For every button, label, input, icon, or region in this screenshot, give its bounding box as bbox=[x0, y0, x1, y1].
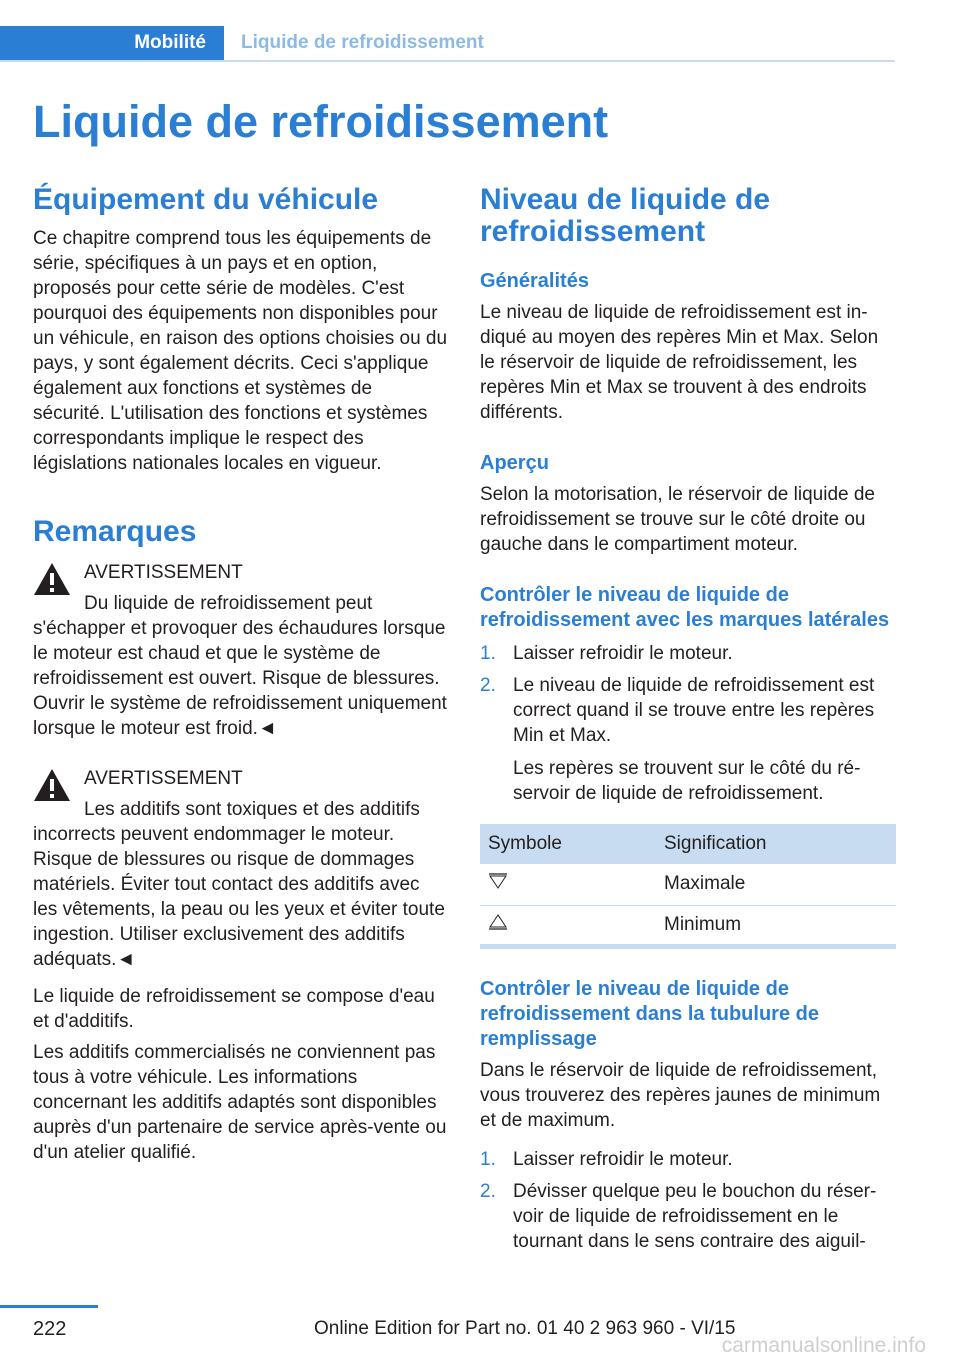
table-header-symbol: Symbole bbox=[480, 824, 656, 864]
general-text: Le niveau de liquide de refroidissement est indiqué au moyen des repères Min et Max. Selon le réservoir de liquide de refroidissement, les repères Min et Max se trouvent à des endroits différents. bbox=[480, 302, 879, 423]
warning-2-title: AVERTISSEMENT bbox=[84, 768, 243, 789]
overview-heading: Aperçu bbox=[480, 452, 549, 474]
table-cell-symbol bbox=[480, 905, 656, 946]
step-subtext: Les repères se trouvent sur le côté du réservoir de liquide de refroidissement. bbox=[513, 758, 861, 804]
check-filler-steps bbox=[480, 1147, 896, 1254]
table-header-meaning: Signification bbox=[656, 824, 896, 864]
warning-1-title: AVERTISSEMENT bbox=[84, 562, 243, 583]
overview-text: Selon la motorisation, le réservoir de liquide de refroidissement se trouve sur le côté droite ou gauche dans le compartiment moteur. bbox=[480, 484, 875, 555]
min-mark-icon bbox=[488, 914, 508, 930]
table-cell-meaning: Minimum bbox=[656, 905, 896, 946]
left-column bbox=[33, 184, 448, 1165]
table-row bbox=[480, 905, 896, 946]
list-item bbox=[480, 1179, 896, 1254]
warning-block-1 bbox=[33, 560, 448, 741]
coolant-level-heading: Niveau de liquide de refroidissement bbox=[480, 183, 771, 248]
running-header bbox=[0, 26, 895, 62]
chapter-tab: Mobilité bbox=[0, 26, 224, 60]
table-cell-meaning: Maximale bbox=[656, 864, 896, 905]
footer-rule bbox=[0, 1305, 98, 1308]
warning-block-2 bbox=[33, 766, 448, 972]
page-number: 222 bbox=[33, 1318, 67, 1340]
warning-triangle-icon bbox=[33, 768, 71, 802]
equipment-heading: Équipement du véhicule bbox=[33, 183, 379, 216]
edition-text: Online Edition for Part no. 01 40 2 963 960 - VI/15 bbox=[314, 1318, 736, 1339]
step-number: 1. bbox=[480, 643, 496, 664]
table-header-row bbox=[480, 824, 896, 864]
remarks-heading: Remarques bbox=[33, 515, 197, 548]
step-text: Le niveau de liquide de refroidissement est correct quand il se trouve entre les repères Min et Max. bbox=[513, 675, 875, 746]
list-item bbox=[480, 641, 896, 666]
step-number: 2. bbox=[480, 1180, 496, 1202]
warning-1-text: Du liquide de refroidissement peut s'échapper et provoquer des échaudures lorsque le moteur est chaud et que le système de refroidissement est ouvert. Risque de blessures. Ouvrir le système de refroidissement uniquement lorsque le moteur est froid.◄ bbox=[33, 593, 447, 739]
max-mark-icon bbox=[488, 873, 508, 889]
warning-triangle-icon bbox=[33, 562, 71, 596]
step-text: Laisser refroidir le moteur. bbox=[513, 1148, 733, 1170]
right-column bbox=[480, 184, 896, 1254]
section-tab: Liquide de refroidissement bbox=[241, 32, 484, 53]
check-lateral-heading: Contrôler le niveau de liquide de refroidissement avec les marques latérales bbox=[480, 584, 890, 631]
step-number: 2. bbox=[480, 675, 496, 696]
equipment-text: Ce chapitre comprend tous les équipements de série, spécifiques à un pays et en option, proposés pour cette série de modèles. C'est pourquoi des équipements non disponibles pour un véhicule, en raison des options choisies ou du pays, y sont également décrits. Ceci s'applique également aux fonctions et systèmes de sécurité. L'utilisation des fonctions et systèmes correspondants implique le respect des législations nationales locales en vigueur. bbox=[33, 228, 448, 474]
composition-text: Le liquide de refroidissement se compose d'eau et d'additifs. bbox=[33, 986, 435, 1032]
symbol-table bbox=[480, 824, 896, 949]
additives-text: Les additifs commercialisés ne conviennent pas tous à votre véhicule. Les informations concernant les additifs adaptés sont disponibles auprès d'un partenaire de service après-vente ou d'un atelier qualifié. bbox=[33, 1042, 447, 1163]
warning-2-text: Les additifs sont toxiques et des additifs incorrects peuvent endommager le moteur. Risque de blessures ou risque de dommages matériels. Éviter tout contact des additifs avec les vêtements, la peau ou les yeux et éviter toute ingestion. Utiliser exclusivement des additifs adéquats.◄ bbox=[33, 799, 445, 970]
page-title: Liquide de refroidissement bbox=[33, 96, 609, 147]
general-heading: Généralités bbox=[480, 270, 589, 292]
list-item bbox=[480, 673, 896, 806]
check-lateral-steps bbox=[480, 641, 896, 806]
list-item bbox=[480, 1147, 896, 1172]
watermark: carmanualsonline.info bbox=[721, 1334, 926, 1357]
table-row bbox=[480, 864, 896, 905]
step-text: Laisser refroidir le moteur. bbox=[513, 643, 733, 664]
table-cell-symbol bbox=[480, 864, 656, 905]
step-text: Dévisser quelque peu le bouchon du réservoir de liquide de refroidissement en le tournant dans le sens contraire des aiguil- bbox=[513, 1180, 877, 1252]
check-filler-text: Dans le réservoir de liquide de refroidissement, vous trouverez des repères jaunes de minimum et de maximum. bbox=[480, 1059, 881, 1131]
check-filler-heading: Contrôler le niveau de liquide de refroidissement dans la tubulure de remplissage bbox=[480, 977, 819, 1050]
step-number: 1. bbox=[480, 1148, 496, 1170]
